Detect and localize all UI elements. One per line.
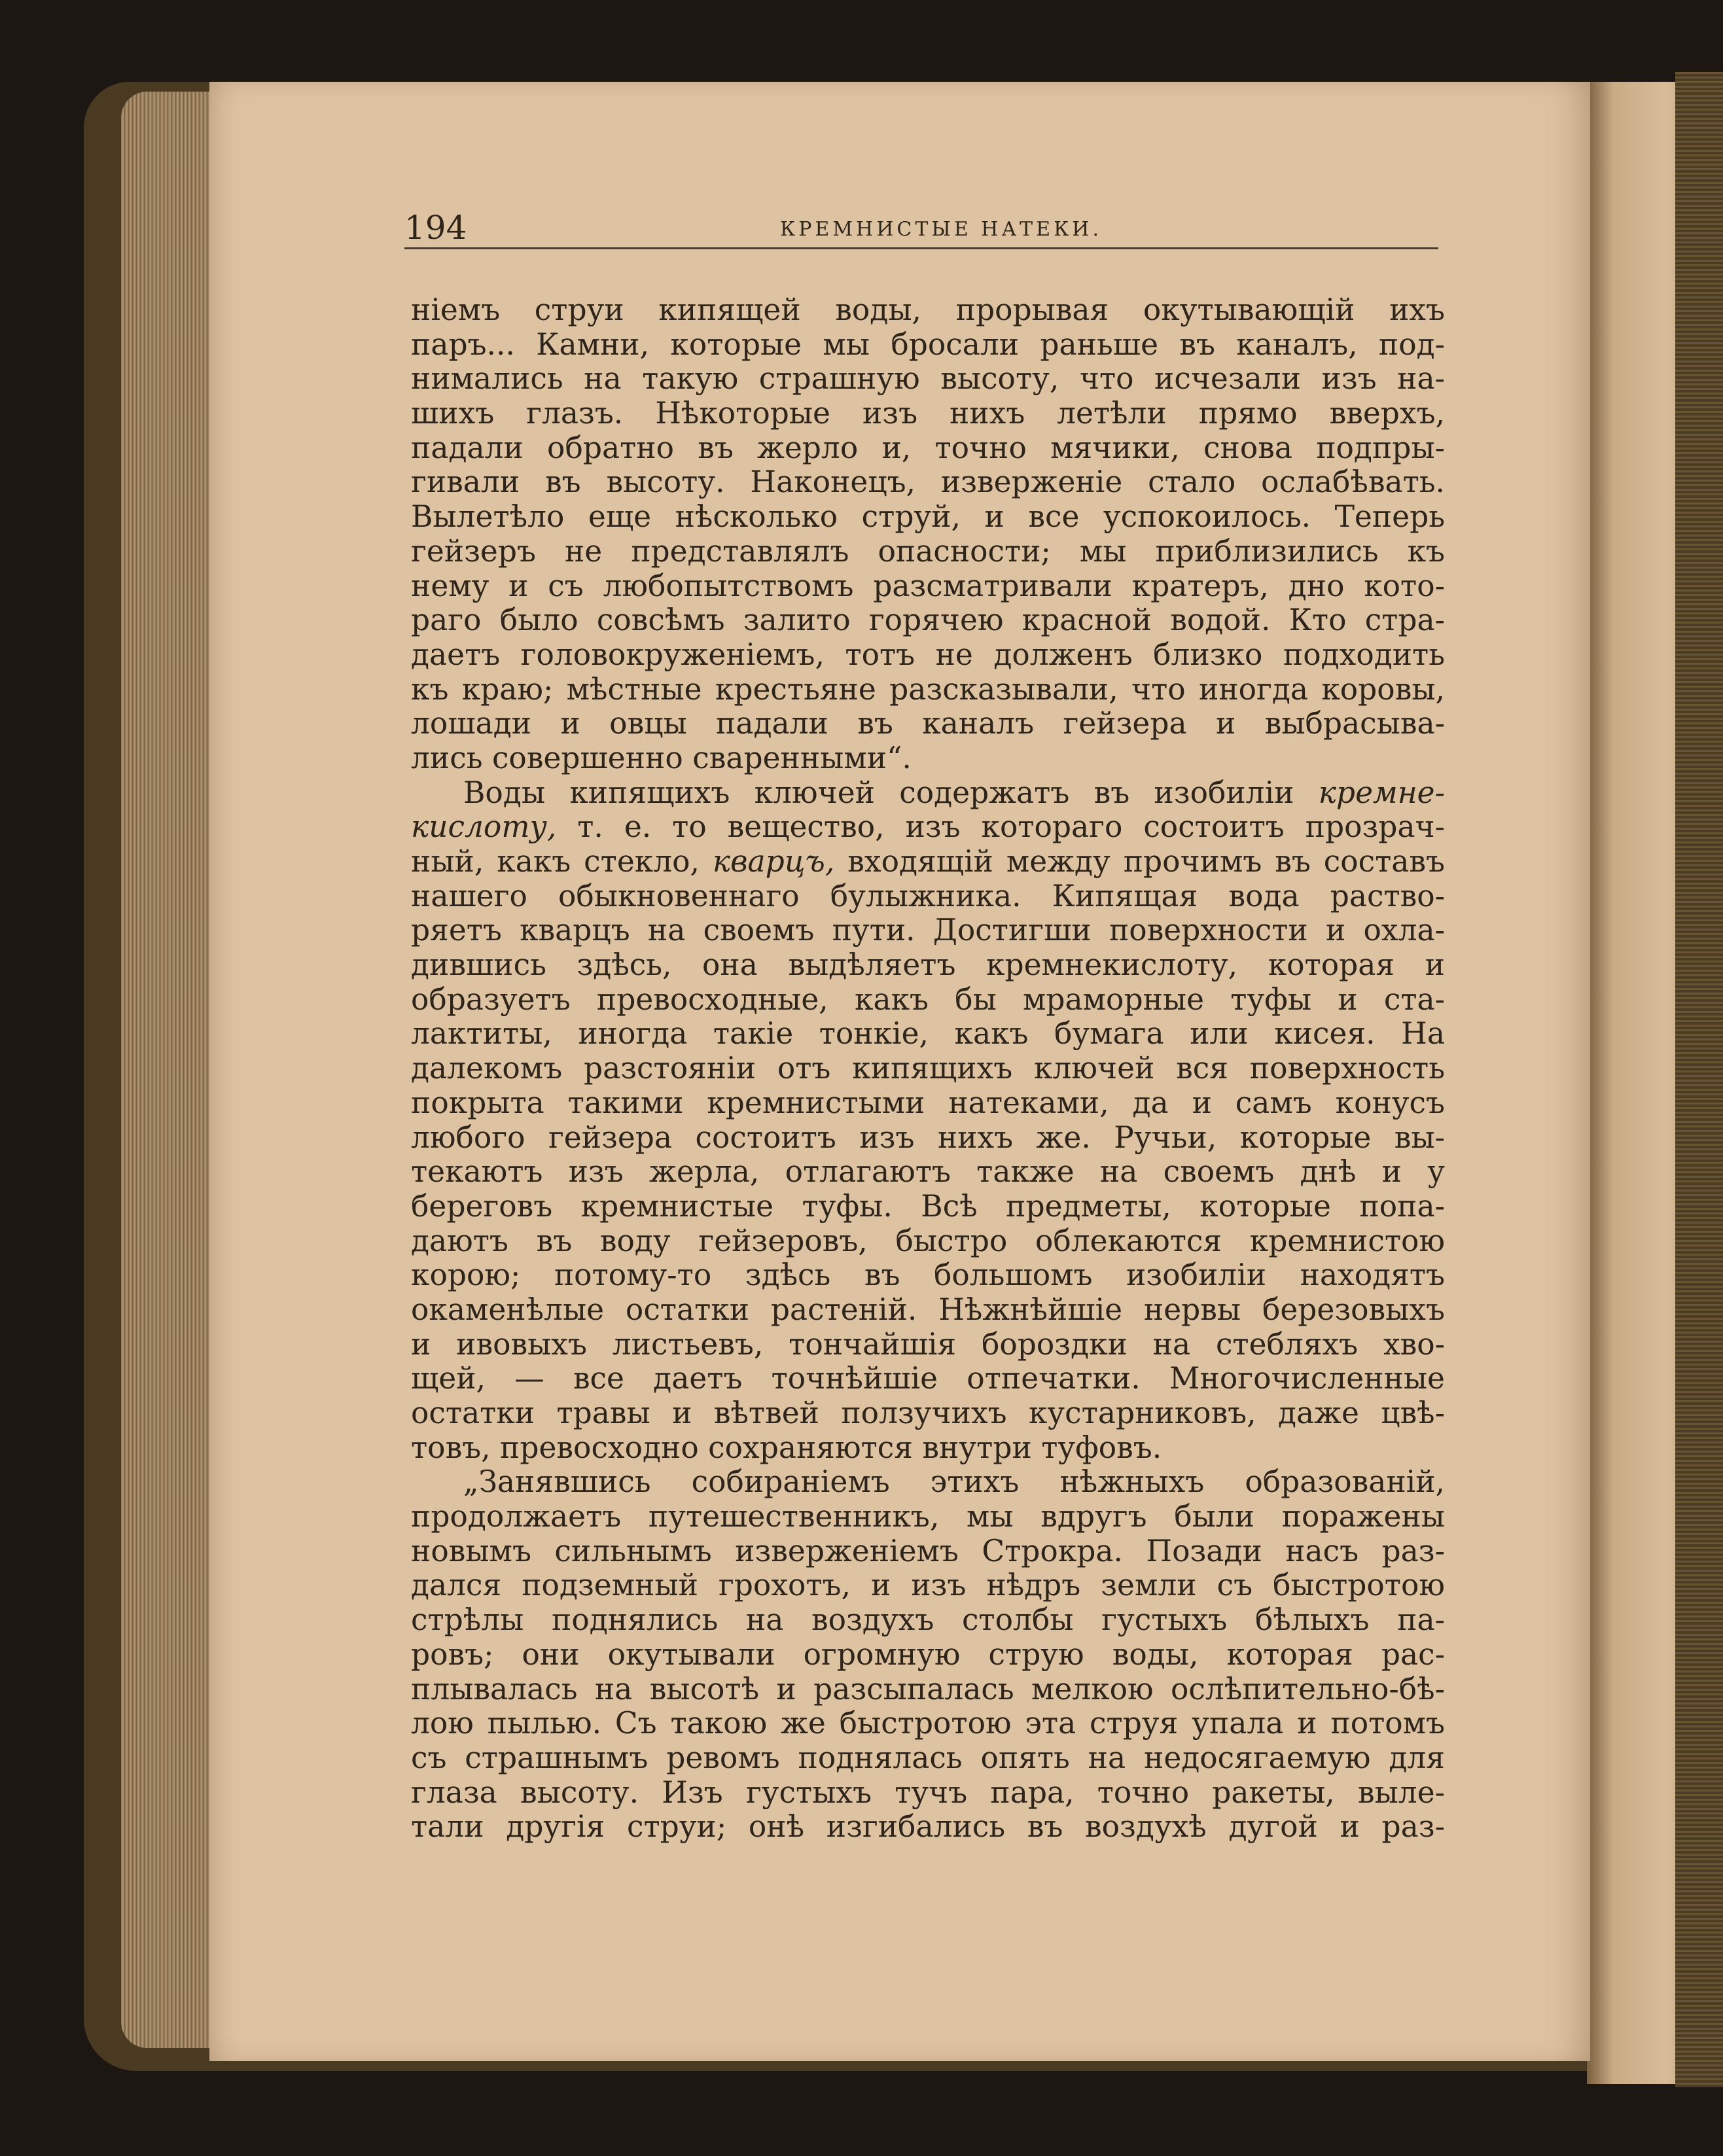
- italic-term: кремне-: [1318, 775, 1445, 810]
- text-line: нашего обыкновеннаго булыжника. Кипящая вода раство-: [411, 878, 1445, 913]
- text-line: гивали въ высоту. Наконецъ, изверженіе стало ослабѣвать.: [411, 465, 1445, 500]
- text-line: лактиты, иногда такіе тонкіе, какъ бумага или кисея. На: [411, 1016, 1445, 1051]
- running-title: КРЕМНИСТЫЕ НАТЕКИ.: [780, 218, 1102, 241]
- text-line: текаютъ изъ жерла, отлагаютъ также на своемъ днѣ и у: [411, 1154, 1445, 1190]
- text-line: новымъ сильнымъ изверженіемъ Строкра. Позади насъ раз-: [411, 1533, 1445, 1568]
- text-line: образуетъ превосходные, какъ бы мраморные туфы и ста-: [411, 981, 1445, 1017]
- text-line: къ краю; мѣстные крестьяне разсказывали, что иногда коровы,: [411, 671, 1445, 707]
- text-line: остатки травы и вѣтвей ползучихъ кустарниковъ, даже цвѣ-: [411, 1396, 1445, 1430]
- text-line: ніемъ струи кипящей воды, прорывая окутывающій ихъ: [411, 292, 1445, 327]
- text-line: далекомъ разстояніи отъ кипящихъ ключей вся поверхность: [411, 1051, 1445, 1086]
- text-line: нему и съ любопытствомъ разсматривали кратеръ, дно кото-: [411, 568, 1445, 603]
- text-line: паръ... Камни, которые мы бросали раньше въ каналъ, под-: [411, 327, 1445, 362]
- text-line: ровъ; они окутывали огромную струю воды, которая рас-: [411, 1636, 1445, 1672]
- text-line: и ивовыхъ листьевъ, тончайшія бороздки на стебляхъ хво-: [411, 1326, 1445, 1362]
- text-fragment: Воды кипящихъ ключей содержатъ въ изобиліи: [463, 775, 1319, 810]
- text-fragment: входящій между прочимъ въ составъ: [834, 844, 1445, 879]
- text-line: даетъ головокруженіемъ, тотъ не долженъ близко подходить: [411, 637, 1445, 672]
- text-line: продолжаетъ путешественникъ, мы вдругъ были поражены: [411, 1499, 1445, 1534]
- italic-term: кислоту,: [411, 809, 557, 845]
- body-text: [411, 293, 1445, 1845]
- text-fragment: ный, какъ стекло,: [411, 844, 713, 879]
- text-line: глаза высоту. Изъ густыхъ тучъ пара, точно ракеты, выле-: [411, 1775, 1445, 1810]
- page-number: 194: [404, 209, 467, 247]
- page-edges: [121, 92, 219, 2048]
- text-line: [411, 776, 1445, 811]
- text-line: нимались на такую страшную высоту, что исчезали изъ на-: [411, 361, 1445, 397]
- text-line: „Занявшись собираніемъ этихъ нѣжныхъ образованій,: [463, 1464, 1445, 1500]
- text-line: окаменѣлые остатки растеній. Нѣжнѣйшіе нервы березовыхъ: [411, 1292, 1445, 1327]
- text-line: шихъ глазъ. Нѣкоторые изъ нихъ летѣли прямо вверхъ,: [411, 396, 1445, 431]
- text-line: товъ, превосходно сохраняются внутри туфовъ.: [411, 1430, 1162, 1465]
- cover-cloth: [1675, 72, 1723, 2087]
- text-line: гейзеръ не представлялъ опасности; мы приблизились къ: [411, 533, 1445, 569]
- text-line: дившись здѣсь, она выдѣляетъ кремнекислоту, которая и: [411, 947, 1445, 983]
- text-line: стрѣлы поднялись на воздухъ столбы густыхъ бѣлыхъ па-: [411, 1602, 1445, 1638]
- text-line: любого гейзера состоитъ изъ нихъ же. Ручьи, которые вы-: [411, 1120, 1445, 1155]
- text-line: Вылетѣло еще нѣсколько струй, и все успокоилось. Теперь: [411, 499, 1445, 535]
- text-line: раго было совсѣмъ залито горячею красной водой. Кто стра-: [411, 603, 1445, 638]
- text-line: тали другія струи; онѣ изгибались въ воздухѣ дугой и раз-: [411, 1809, 1445, 1845]
- text-line: береговъ кремнистые туфы. Всѣ предметы, которые попа-: [411, 1188, 1445, 1224]
- text-line: щей, — все даетъ точнѣйшіе отпечатки. Многочисленные: [411, 1361, 1445, 1396]
- text-line: лошади и овцы падали въ каналъ гейзера и выбрасыва-: [411, 706, 1445, 741]
- page-header: [404, 208, 1438, 249]
- text-line: [411, 845, 1445, 879]
- text-line: дался подземный грохотъ, и изъ нѣдръ земли съ быстротою: [411, 1568, 1445, 1603]
- text-line: плывалась на высотѣ и разсыпалась мелкою ослѣпительно-бѣ-: [411, 1671, 1445, 1706]
- italic-term: кварцъ,: [712, 844, 835, 879]
- text-fragment: т. е. то вещество, изъ котораго состоитъ прозрач-: [556, 809, 1445, 845]
- text-line: даютъ въ воду гейзеровъ, быстро облекаются кремнистою: [411, 1223, 1445, 1258]
- text-line: лись совершенно сваренными“.: [411, 740, 912, 775]
- text-line: корою; потому-то здѣсь въ большомъ изобиліи находятъ: [411, 1258, 1445, 1293]
- text-line: покрыта такими кремнистыми натеками, да и самъ конусъ: [411, 1085, 1445, 1120]
- text-line: падали обратно въ жерло и, точно мячики, снова подпры-: [411, 430, 1445, 465]
- text-line: съ страшнымъ ревомъ поднялась опять на недосягаемую для: [411, 1740, 1445, 1775]
- text-line: ряетъ кварцъ на своемъ пути. Достигши поверхности и охла-: [411, 913, 1445, 948]
- text-line: лою пылью. Съ такою же быстротою эта струя упала и потомъ: [411, 1706, 1445, 1741]
- text-line: [411, 810, 1445, 845]
